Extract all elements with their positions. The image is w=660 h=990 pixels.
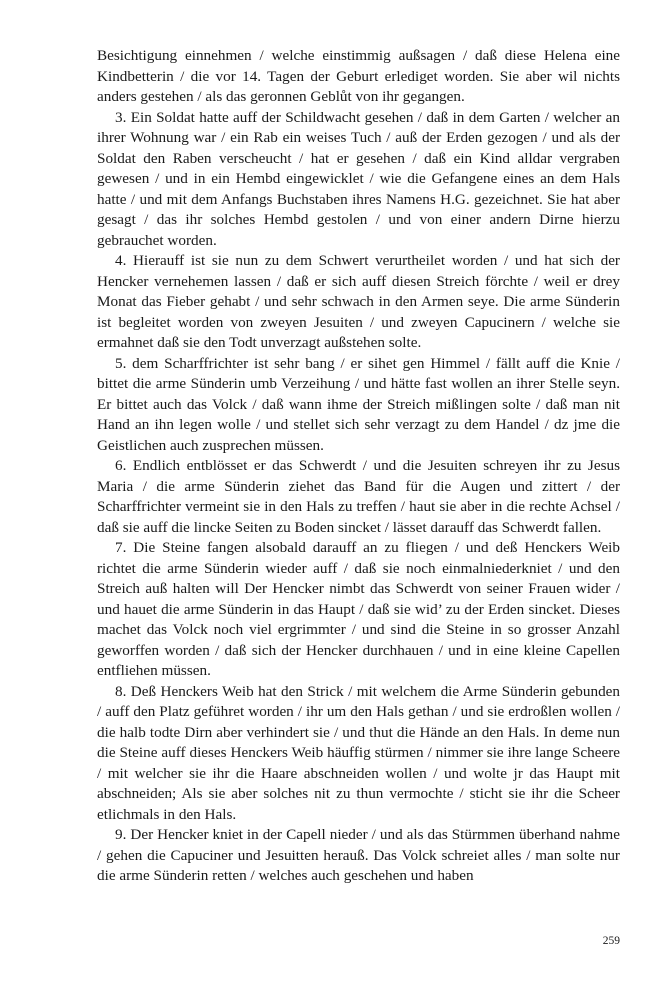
- paragraph-9: 9. Der Hencker kniet in der Capell nieder / und als das Stürmmen überhand nahme / gehen die Capuciner und Jesuitten herauß. Das Volck schreiet alles / man solte nur die arme Sünderin retten / welches auch geschehen und haben: [97, 826, 620, 884]
- paragraph-3: 3. Ein Soldat hatte auff der Schildwacht gesehen / daß in dem Garten / welcher an ihrer Wohnung war / ein Rab ein weises Tuch / auß der Erden gezogen / und als der Soldat den Raben verscheucht / hat er gesehen / daß ein Kind alldar vergraben gewesen / und in ein Hembd eingewicklet / wie die Gefangene eines an dem Hals hatte / und mit dem Anfangs Buchstaben ihres Namens H.G. gezeichnet. Sie hat aber gesagt / das ihr solches Hembd gestolen / und von einer andern Dirne hierzu gebrauchet worden.: [97, 108, 620, 249]
- paragraph-4: 4. Hierauff ist sie nun zu dem Schwert verurtheilet worden / und hat sich der Hencker vernehemen lassen / daß er sich auff diesen Streich förchte / weil er drey Monat das Fieber gehabt / und sehr schwach in den Armen seye. Die arme Sünderin ist begleitet worden von zweyen Jesuiten / und zweyen Capucinern / welche sie ermahnet daß sie den Todt unverzagt außstehen solte.: [97, 252, 620, 351]
- page-number: 259: [602, 935, 620, 947]
- paragraph-8: 8. Deß Henckers Weib hat den Strick / mit welchem die Arme Sünderin gebunden / auff den Platz geführet worden / ihr um den Hals gethan / und sie erdroßlen wollen / die halb todte Dirn aber verhindert sie / und thut die Hände an den Hals. In deme nun die Steine auff dieses Henckers Weib häuffig stürmen / nimmer sie ihre lange Scheere / mit welcher sie ihr die Haare abschneiden wollen / und wolte jr das Haupt mit abschneiden; Als sie aber solches nit zu thun vermochte / sticht sie ihr die Scheer etlichmals in den Hals.: [97, 682, 620, 823]
- paragraph-continuation: Besichtigung einnehmen / welche einstimmig außsagen / daß diese Helena eine Kindbetterin / die vor 14. Tagen der Geburt erlediget worden. Sie aber wil nichts anders gestehen / als das geronnen Geblůt von ihr gegangen.: [97, 47, 620, 105]
- paragraph-5: 5. dem Scharffrichter ist sehr bang / er sihet gen Himmel / fällt auff die Knie / bittet die arme Sünderin umb Verzeihung / und hätte fast wollen an ihrer Stelle seyn. Er bittet auch das Volck / daß wann ihme der Streich mißlingen solte / daß man nit Hand an ihn legen wolle / und stellet sich sehr verzagt zu dem Handel / dz jme die Geistlichen auch zusprechen müssen.: [97, 354, 620, 454]
- paragraph-7: 7. Die Steine fangen alsobald darauff an zu fliegen / und deß Henckers Weib richtet die arme Sünderin wieder auff / daß sie noch einmalniederkniet / und den Streich auß halten will Der Hencker nimbt das Schwerdt von seiner Frauen wider / und hauet die arme Sünderin in das Haupt / daß sie wid’ zu der Erden sincket. Dieses machet das Volck noch viel ergrimmter / und sind die Steine in so grosser Anzahl geworffen worden / daß sich der Hencker durchhauen / und in eine kleine Capellen entfliehen müssen.: [97, 539, 620, 679]
- page-body: [97, 46, 620, 887]
- paragraph-6: 6. Endlich entblösset er das Schwerdt / und die Jesuiten schreyen ihr zu Jesus Maria / die arme Sünderin ziehet das Band für die Augen und zittert / der Scharffrichter vermeint sie in den Hals zu treffen / haut sie aber in die rechte Achsel / daß sie auff die lincke Seiten zu Boden sincket / lässet darauff das Schwerdt fallen.: [97, 457, 620, 536]
